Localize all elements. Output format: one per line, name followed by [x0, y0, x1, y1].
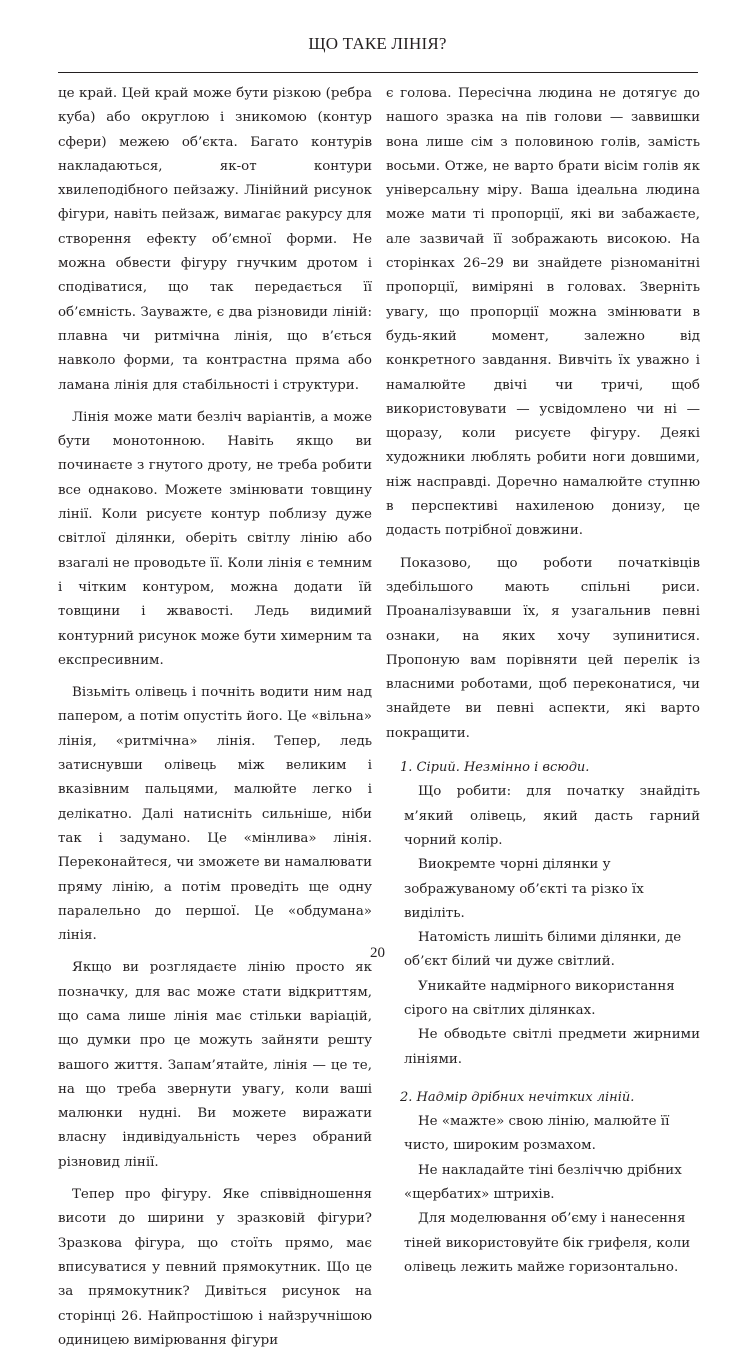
list-line: Натомість лишіть білими ділянки, де об’єкт білий чи дуже світлий.	[404, 930, 682, 970]
list-line: Не обводьте світлі предмети жирними лініями.	[404, 1027, 700, 1067]
list-line: Що робити: для початку знайдіть м’який олівець, який дасть гарний чорний колір.	[404, 784, 700, 848]
list-line: Виокремте чорні ділянки у зображуваному об’єкті та різко їх виділіть.	[404, 857, 644, 921]
page-number: 20	[370, 945, 385, 961]
left-column	[58, 82, 372, 1353]
body-paragraph: Візьміть олівець і почніть водити ним над папером, а потім опустіть його. Це «вільна» лінія, «ритмічна» лінія. Тепер, ледь затиснувши олівець між великим і вказівним пальцями, малюйте легко і делікатно. Далі натисніть сильніше, ніби так і задумано. Це «мінлива» лінія. Переконайтеся, чи зможете ви намалювати пряму лінію, а потім проведіть ще одну паралельно до першої. Це «обдумана» лінія.	[58, 685, 372, 944]
body-paragraph: це край. Цей край може бути різкою (ребра куба) або округлою і зникомою (контур сфери) межею об’єкта. Багато контурів накладаються, як-от контури хвилеподібного пейзажу. Лінійний рисунок фігури, навіть пейзаж, вимагає ракурсу для створення ефекту об’ємної форми. Не можна обвести фігуру гнучким дротом і сподіватися, що так передається її об’ємність. Зауважте, є два різновиди ліній: плавна чи ритмічна лінія, що в’ється навколо форми, та контрастна пряма або ламана лінія для стабільності і структури.	[58, 86, 372, 393]
body-paragraph: Тепер про фігуру. Яке співвідношення висоти до ширини у зразковій фігури? Зразкова фігура, що стоїть прямо, має вписуватися у певний прямокутник. Що це за прямокутник? Дивіться рисунок на сторінці 26. Найпростішою і найзручнішою одиницею вимірювання фігури	[58, 1187, 372, 1348]
body-paragraph: є голова. Пересічна людина не дотягує до нашого зразка на пів голови — заввишки вона лише сім з половиною голів, замість восьми. Отже, не варто брати вісім голів як універсальну міру. Ваша ідеальна людина може мати ті пропорції, які ви забажаєте, але зазвичай її зображають високою. На сторінках 26–29 ви знайдете різноманітні пропорції, виміряні в головах. Зверніть увагу, що пропорції можна змінювати в будь-який момент, залежно від конкретного завдання. Вивчіть їх уважно і намалюйте двічі чи тричі, щоб використовувати — усвідомлено чи ні — щоразу, коли рисуєте фігуру. Деякі художники люблять робити ноги довшими, ніж насправді. Доречно намалюйте ступню в перспективі нахиленою донизу, це додасть потрібної довжини.	[386, 86, 700, 539]
running-head: ЩО ТАКЕ ЛІНІЯ?	[308, 34, 447, 53]
body-paragraph: Якщо ви розглядаєте лінію просто як позначку, для вас може стати відкриттям, що сама лише лінія має стільки варіацій, що думки про це можуть зайняти решту вашого життя. Запам’ятайте, лінія — це те, на що треба звернути увагу, коли ваші малюнки нудні. Ви можете виражати власну індивідуальність через обраний різновид лінії.	[58, 960, 372, 1170]
list-heading: 2. Надмір дрібних нечітких ліній.	[400, 1089, 635, 1105]
list-lines	[386, 780, 700, 1072]
list-line: Не накладайте тіні безліччю дрібних «щербатих» штрихів.	[404, 1162, 682, 1203]
body-paragraph: Лінія може мати безліч варіантів, а може бути монотонною. Навіть якщо ви починаєте з гнутого дроту, не треба робити все однаково. Можете змінювати товщину лінії. Коли рисуєте контур поблизу дуже світлої ділянки, оберіть світлу лінію або взагалі не проводьте її. Коли лінія є темним і чітким контуром, можна додати їй товщини і жвавості. Ледь видимий контурний рисунок може бути химерним та експресивним.	[58, 409, 372, 668]
tips-list-1	[386, 756, 700, 1072]
list-lines	[386, 1110, 700, 1280]
right-column	[386, 82, 700, 1280]
body-paragraph: Показово, що роботи початківців здебільшого мають спільні риси. Проаналізувавши їх, я узагальнив певні ознаки, на яких хочу зупинитися. Пропоную вам порівняти цей перелік із власними роботами, щоб переконатися, чи знайдете ви певні аспекти, які варто покращити.	[386, 555, 700, 741]
header-rule	[58, 72, 698, 73]
tips-list-2	[386, 1086, 700, 1280]
list-line: Уникайте надмірного використання сірого на світлих ділянках.	[404, 978, 675, 1018]
list-line: Для моделювання об’єму і нанесення тіней використовуйте бік грифеля, коли олівець лежить майже горизонтально.	[404, 1211, 691, 1275]
list-heading: 1. Сірий. Незмінно і всюди.	[400, 760, 590, 776]
list-line: Не «мажте» свою лінію, малюйте її чисто, широким розмахом.	[404, 1114, 670, 1154]
